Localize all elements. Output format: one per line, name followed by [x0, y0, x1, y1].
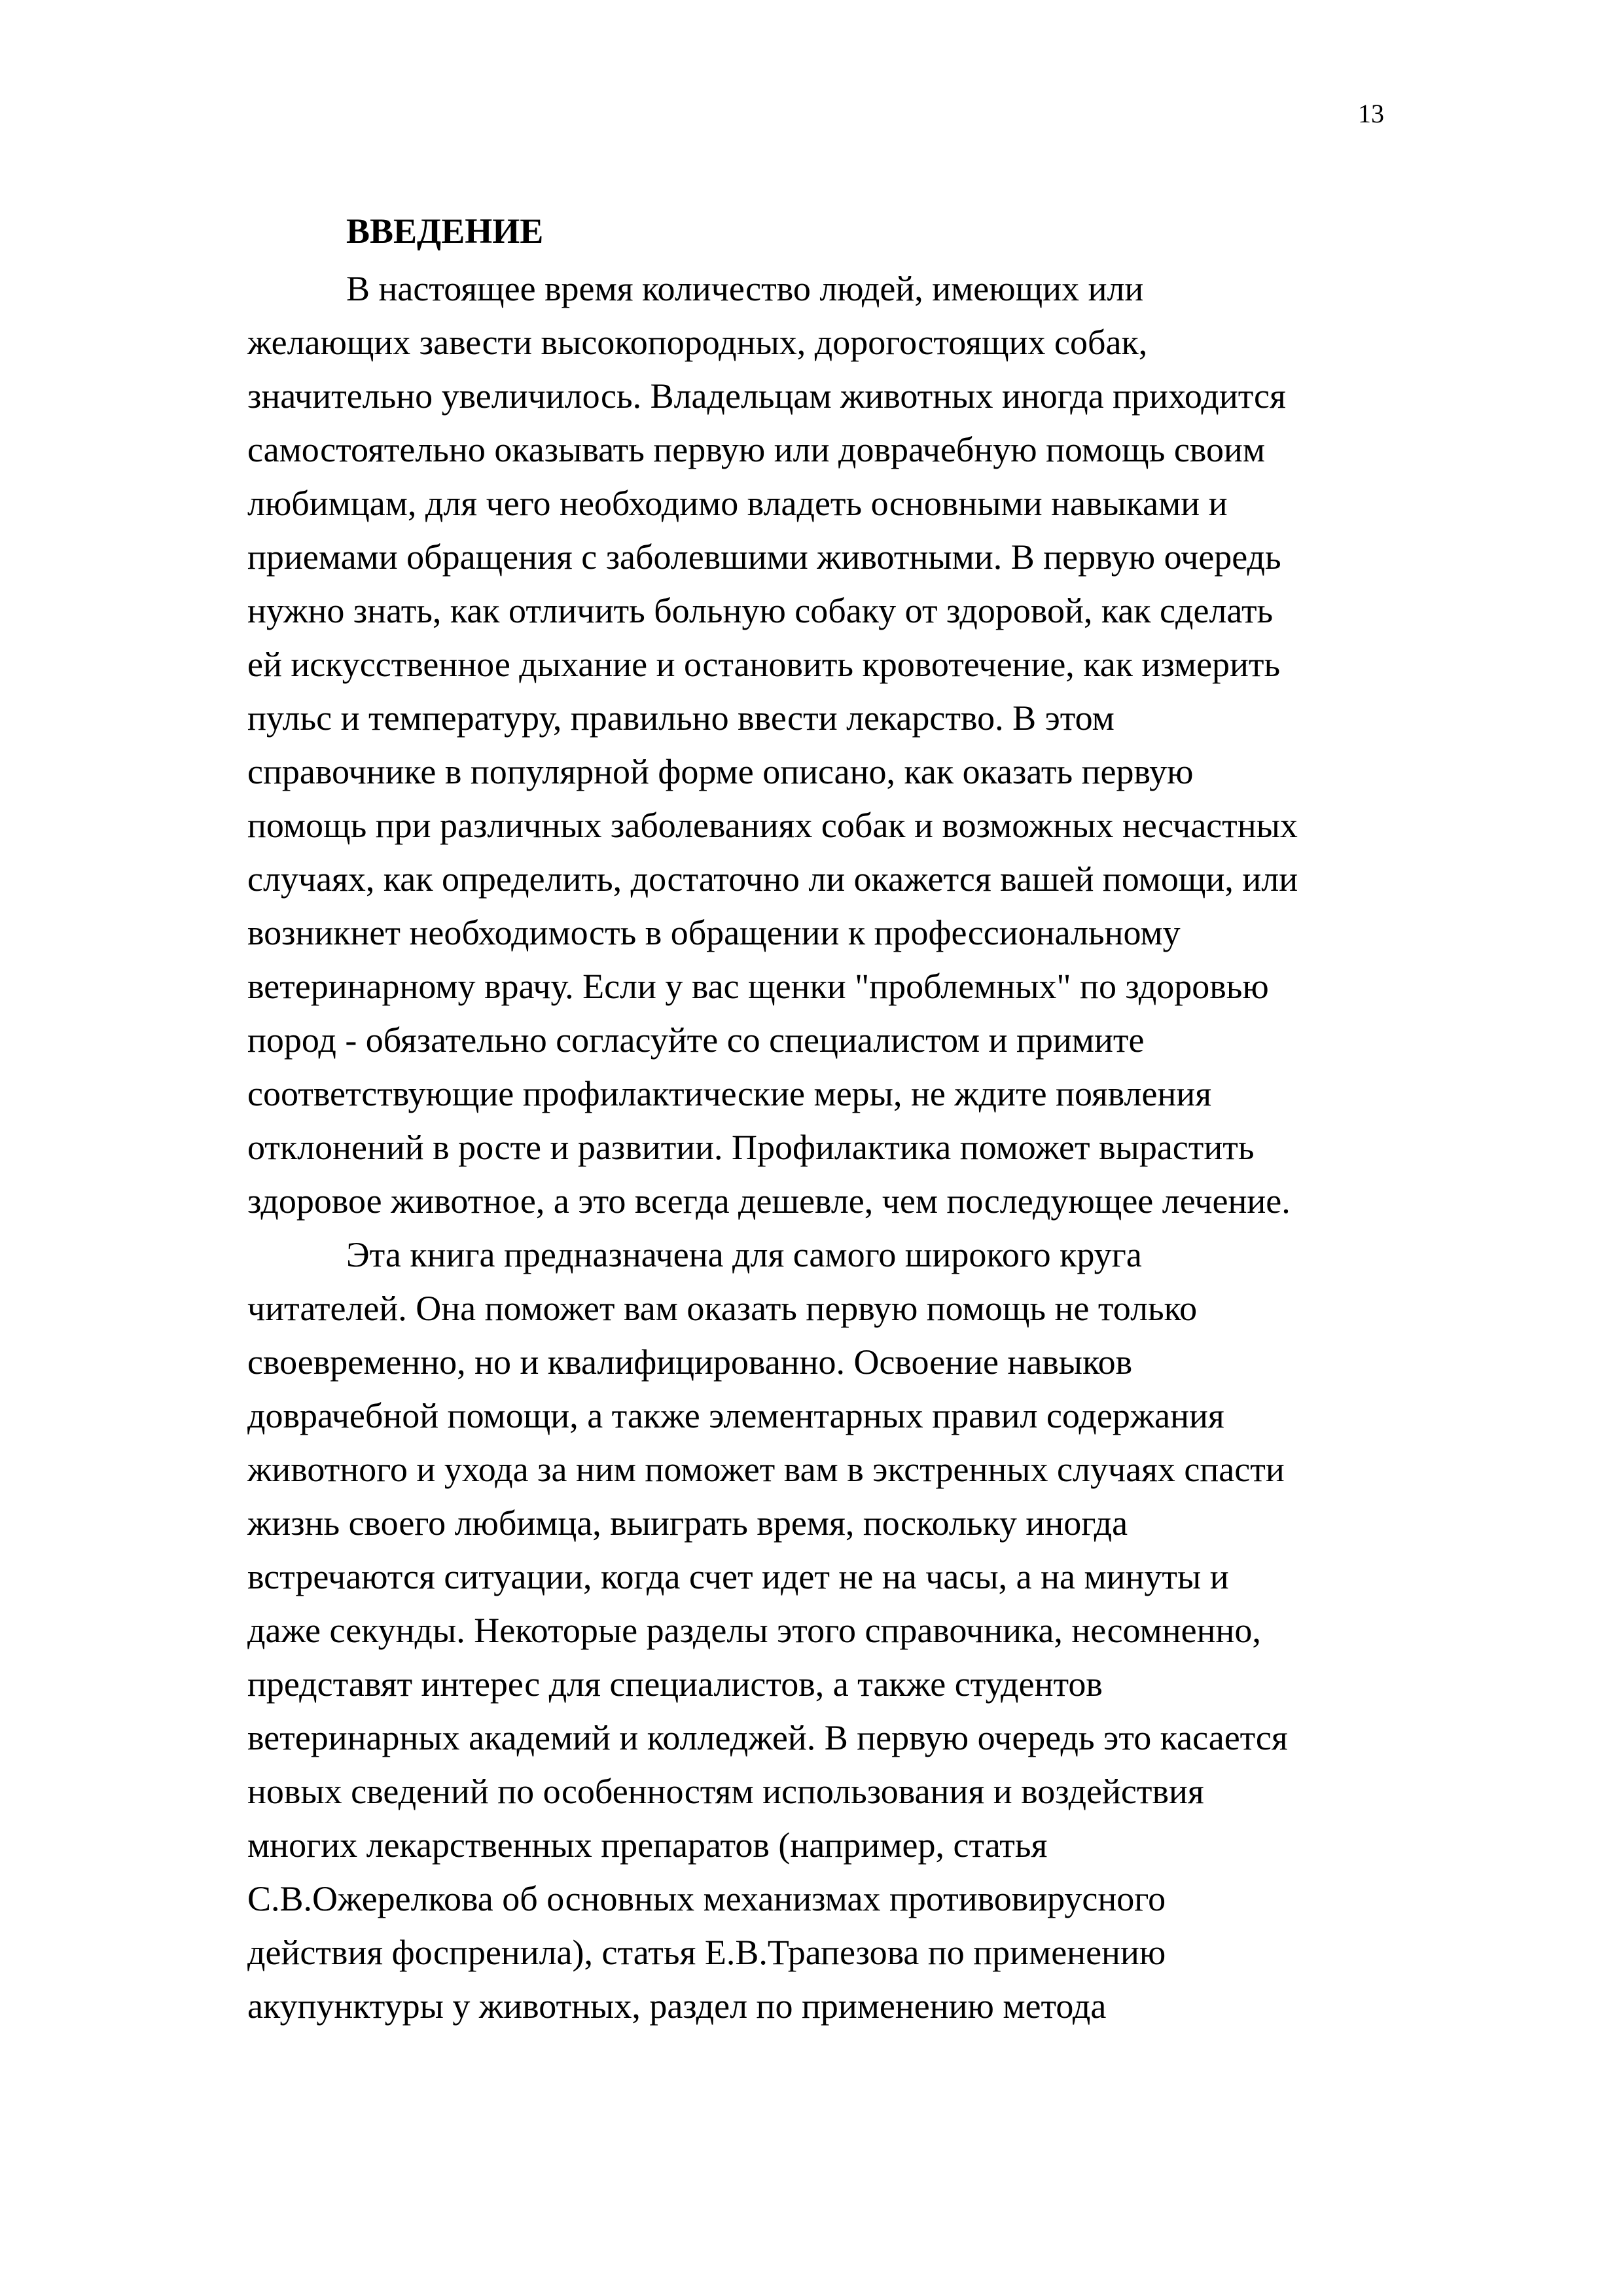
- text-line: даже секунды. Некоторые разделы этого справочника, несомненно,: [247, 1611, 1261, 1650]
- paragraph: [247, 1228, 1399, 2033]
- text-line: читателей. Она поможет вам оказать первую помощь не только: [247, 1289, 1198, 1328]
- text-line: животного и ухода за ним поможет вам в экстренных случаях спасти: [247, 1450, 1285, 1489]
- text-line: доврачебной помощи, а также элементарных правил содержания: [247, 1396, 1224, 1435]
- text-line: возникнет необходимость в обращении к профессиональному: [247, 913, 1181, 952]
- text-line: действия фоспренила), статья Е.В.Трапезова по применению: [247, 1933, 1166, 1972]
- text-line: помощь при различных заболеваниях собак и возможных несчастных: [247, 806, 1298, 845]
- text-line: отклонений в росте и развитии. Профилактика поможет вырастить: [247, 1128, 1255, 1167]
- text-line: приемами обращения с заболевшими животными. В первую очередь: [247, 537, 1281, 577]
- text-line: ветеринарных академий и колледжей. В первую очередь это касается: [247, 1718, 1288, 1757]
- text-line: нужно знать, как отличить больную собаку от здоровой, как сделать: [247, 591, 1274, 630]
- text-line: здоровое животное, а это всегда дешевле, чем последующее лечение.: [247, 1181, 1291, 1221]
- text-line: справочнике в популярной форме описано, как оказать первую: [247, 752, 1194, 791]
- text-line: любимцам, для чего необходимо владеть основными навыками и: [247, 484, 1228, 523]
- text-line: новых сведений по особенностям использования и воздействия: [247, 1772, 1204, 1811]
- text-line: В настоящее время количество людей, имеющих или: [346, 269, 1144, 308]
- text-line: встречаются ситуации, когда счет идет не на часы, а на минуты и: [247, 1557, 1229, 1596]
- text-line: ветеринарному врачу. Если у вас щенки "проблемных" по здоровью: [247, 967, 1269, 1006]
- text-line: акупунктуры у животных, раздел по применению метода: [247, 1986, 1107, 2026]
- text-line: случаях, как определить, достаточно ли окажется вашей помощи, или: [247, 859, 1298, 899]
- section-heading: ВВЕДЕНИЕ: [346, 211, 544, 251]
- text-line: пульс и температуру, правильно ввести лекарство. В этом: [247, 698, 1115, 738]
- text-line: своевременно, но и квалифицированно. Освоение навыков: [247, 1342, 1133, 1382]
- text-line: пород - обязательно согласуйте со специалистом и примите: [247, 1020, 1145, 1060]
- paragraphs: [247, 262, 1399, 2033]
- text-line: многих лекарственных препаратов (например, статья: [247, 1825, 1048, 1865]
- text-line: С.В.Ожерелкова об основных механизмах противовирусного: [247, 1879, 1166, 1918]
- document-body: [247, 204, 1399, 2033]
- text-line: представят интерес для специалистов, а также студентов: [247, 1664, 1103, 1704]
- text-line: Эта книга предназначена для самого широкого круга: [346, 1235, 1142, 1274]
- page-number: 13: [1358, 99, 1384, 128]
- text-line: ей искусственное дыхание и остановить кровотечение, как измерить: [247, 645, 1281, 684]
- text-line: значительно увеличилось. Владельцам животных иногда приходится: [247, 376, 1286, 416]
- text-line: соответствующие профилактические меры, не ждите появления: [247, 1074, 1212, 1113]
- text-line: желающих завести высокопородных, дорогостоящих собак,: [247, 323, 1148, 362]
- text-line: жизнь своего любимца, выиграть время, поскольку иногда: [247, 1503, 1128, 1543]
- text-line: самостоятельно оказывать первую или доврачебную помощь своим: [247, 430, 1266, 469]
- paragraph: [247, 262, 1399, 1228]
